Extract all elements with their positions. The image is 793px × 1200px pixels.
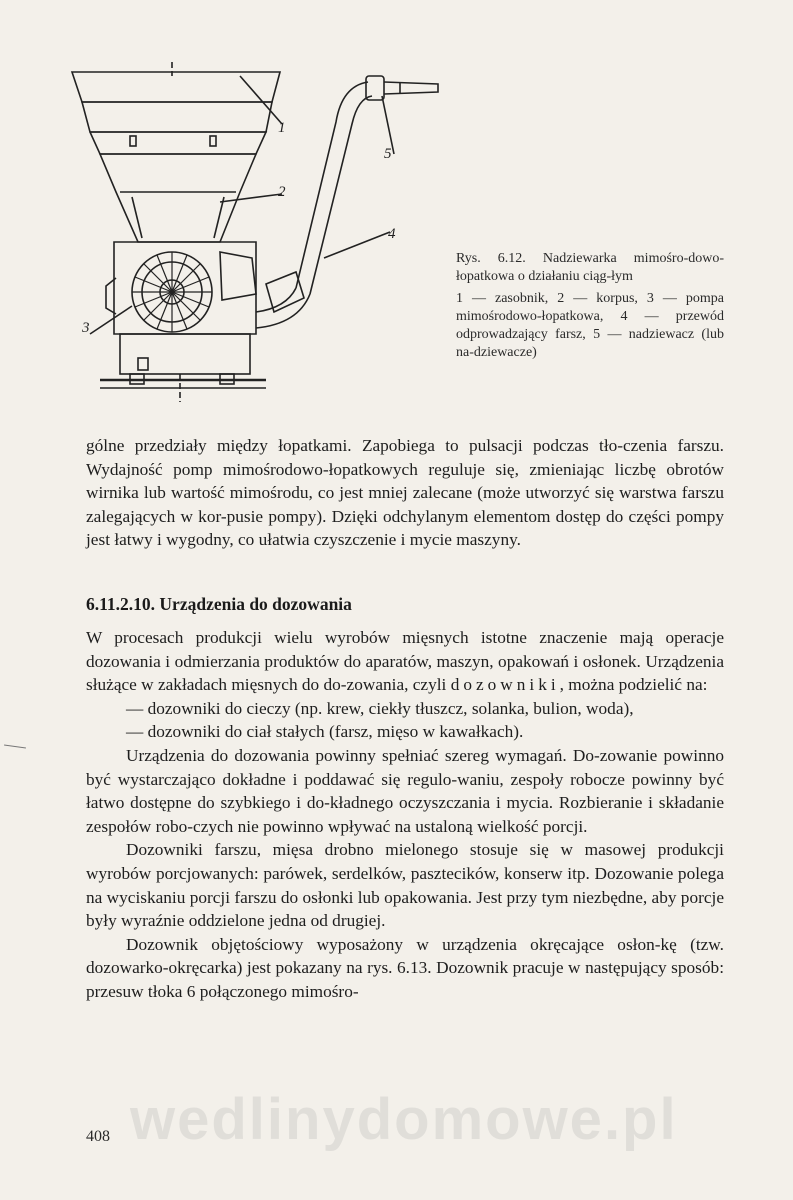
figure-label-5: 5 [384,146,392,162]
intro-paragraph-end: , można podzielić na: [559,675,708,695]
intro-paragraph [86,626,724,697]
figure-label-1: 1 [278,120,286,136]
page-number: 408 [86,1128,110,1145]
figure-label-4: 4 [388,226,396,242]
margin-mark [4,744,26,748]
spaced-term: dozowniki [450,675,560,695]
continued-paragraph [86,434,724,552]
watermark: wedlinydomowe.pl [130,1087,678,1152]
section-heading: 6.11.2.10. Urządzenia do dozowania [86,594,352,614]
volumetric-doser-paragraph: Dozownik objętościowy wyposażony w urządzenia okręcające osłon-kę (tzw. dozowarko-okręcarka) jest pokazany na rys. 6.13. Dozownik pracuje w następujący sposób: przesuw tłoka 6 połączonego mimośro- [86,934,724,1001]
list-item-liquids: — dozowniki do cieczy (np. krew, ciekły tłuszcz, solanka, bulion, woda), [126,698,634,718]
caption-legend: 1 — zasobnik, 2 — korpus, 3 — pompa mimośrodowo-łopatkowa, 4 — przewód odprowadzający farsz, 5 — nadziewacz (lub na-dziewacze) [456,291,724,360]
filling-dosers-paragraph: Dozowniki farszu, mięsa drobno mielonego stosuje się w masowej produkcji wyrobów porcjowanych: parówek, serdelków, pasztecików, konserw itp. Dozowanie polega na wyciskaniu porcji farszu do osłonki lub opakowania. Jest przy tym niezbędne, aby porcje były wyraźnie oddzielone jedna od drugiej. [86,840,724,931]
figure-label-2: 2 [278,184,286,200]
stuffer-machine-drawing [60,62,460,412]
figure-caption [456,250,724,362]
list-item-solids: — dozowniki do ciał stałych (farsz, mięso w kawałkach). [126,722,524,742]
intro-paragraph-start: W procesach produkcji wielu wyrobów mięsnych istotne znaczenie mają operacje dozowania i odmierzania produktów do aparatów, maszyn, opakowań i osłonek. Urządzenia służące w zakładach mięsnych do do-zowania, czyli [86,628,724,695]
section-body [86,626,724,1004]
continued-paragraph-text: gólne przedziały między łopatkami. Zapobiega to pulsacji podczas tło-czenia farszu. Wydajność pomp mimośrodowo-łopatkowych reguluje się, zmieniając liczbę obrotów wirnika lub wartość mimośrodu, co jest mniej zalecane (może utworzyć się warstwa farszu zalegających w kor-pusie pompy). Dzięki odchylanym elementom dostęp do części pompy jest łatwy i wygodny, co ułatwia czyszczenie i mycie maszyny. [86,436,724,550]
figure-label-3: 3 [82,320,90,336]
caption-title: Rys. 6.12. Nadziewarka mimośro-dowo-łopatkowa o działaniu ciąg-łym [456,251,724,284]
requirements-paragraph: Urządzenia do dozowania powinny spełniać szereg wymagań. Do-zowanie powinno być wystarczająco dokładne i poddawać się regulo-waniu, zespoły robocze powinny być łatwo dostępne do szybkiego i do-kładnego oczyszczania i mycia. Rozbieranie i składanie zespołów robo-czych nie powinno wpływać na ustaloną wielkość porcji. [86,745,724,836]
